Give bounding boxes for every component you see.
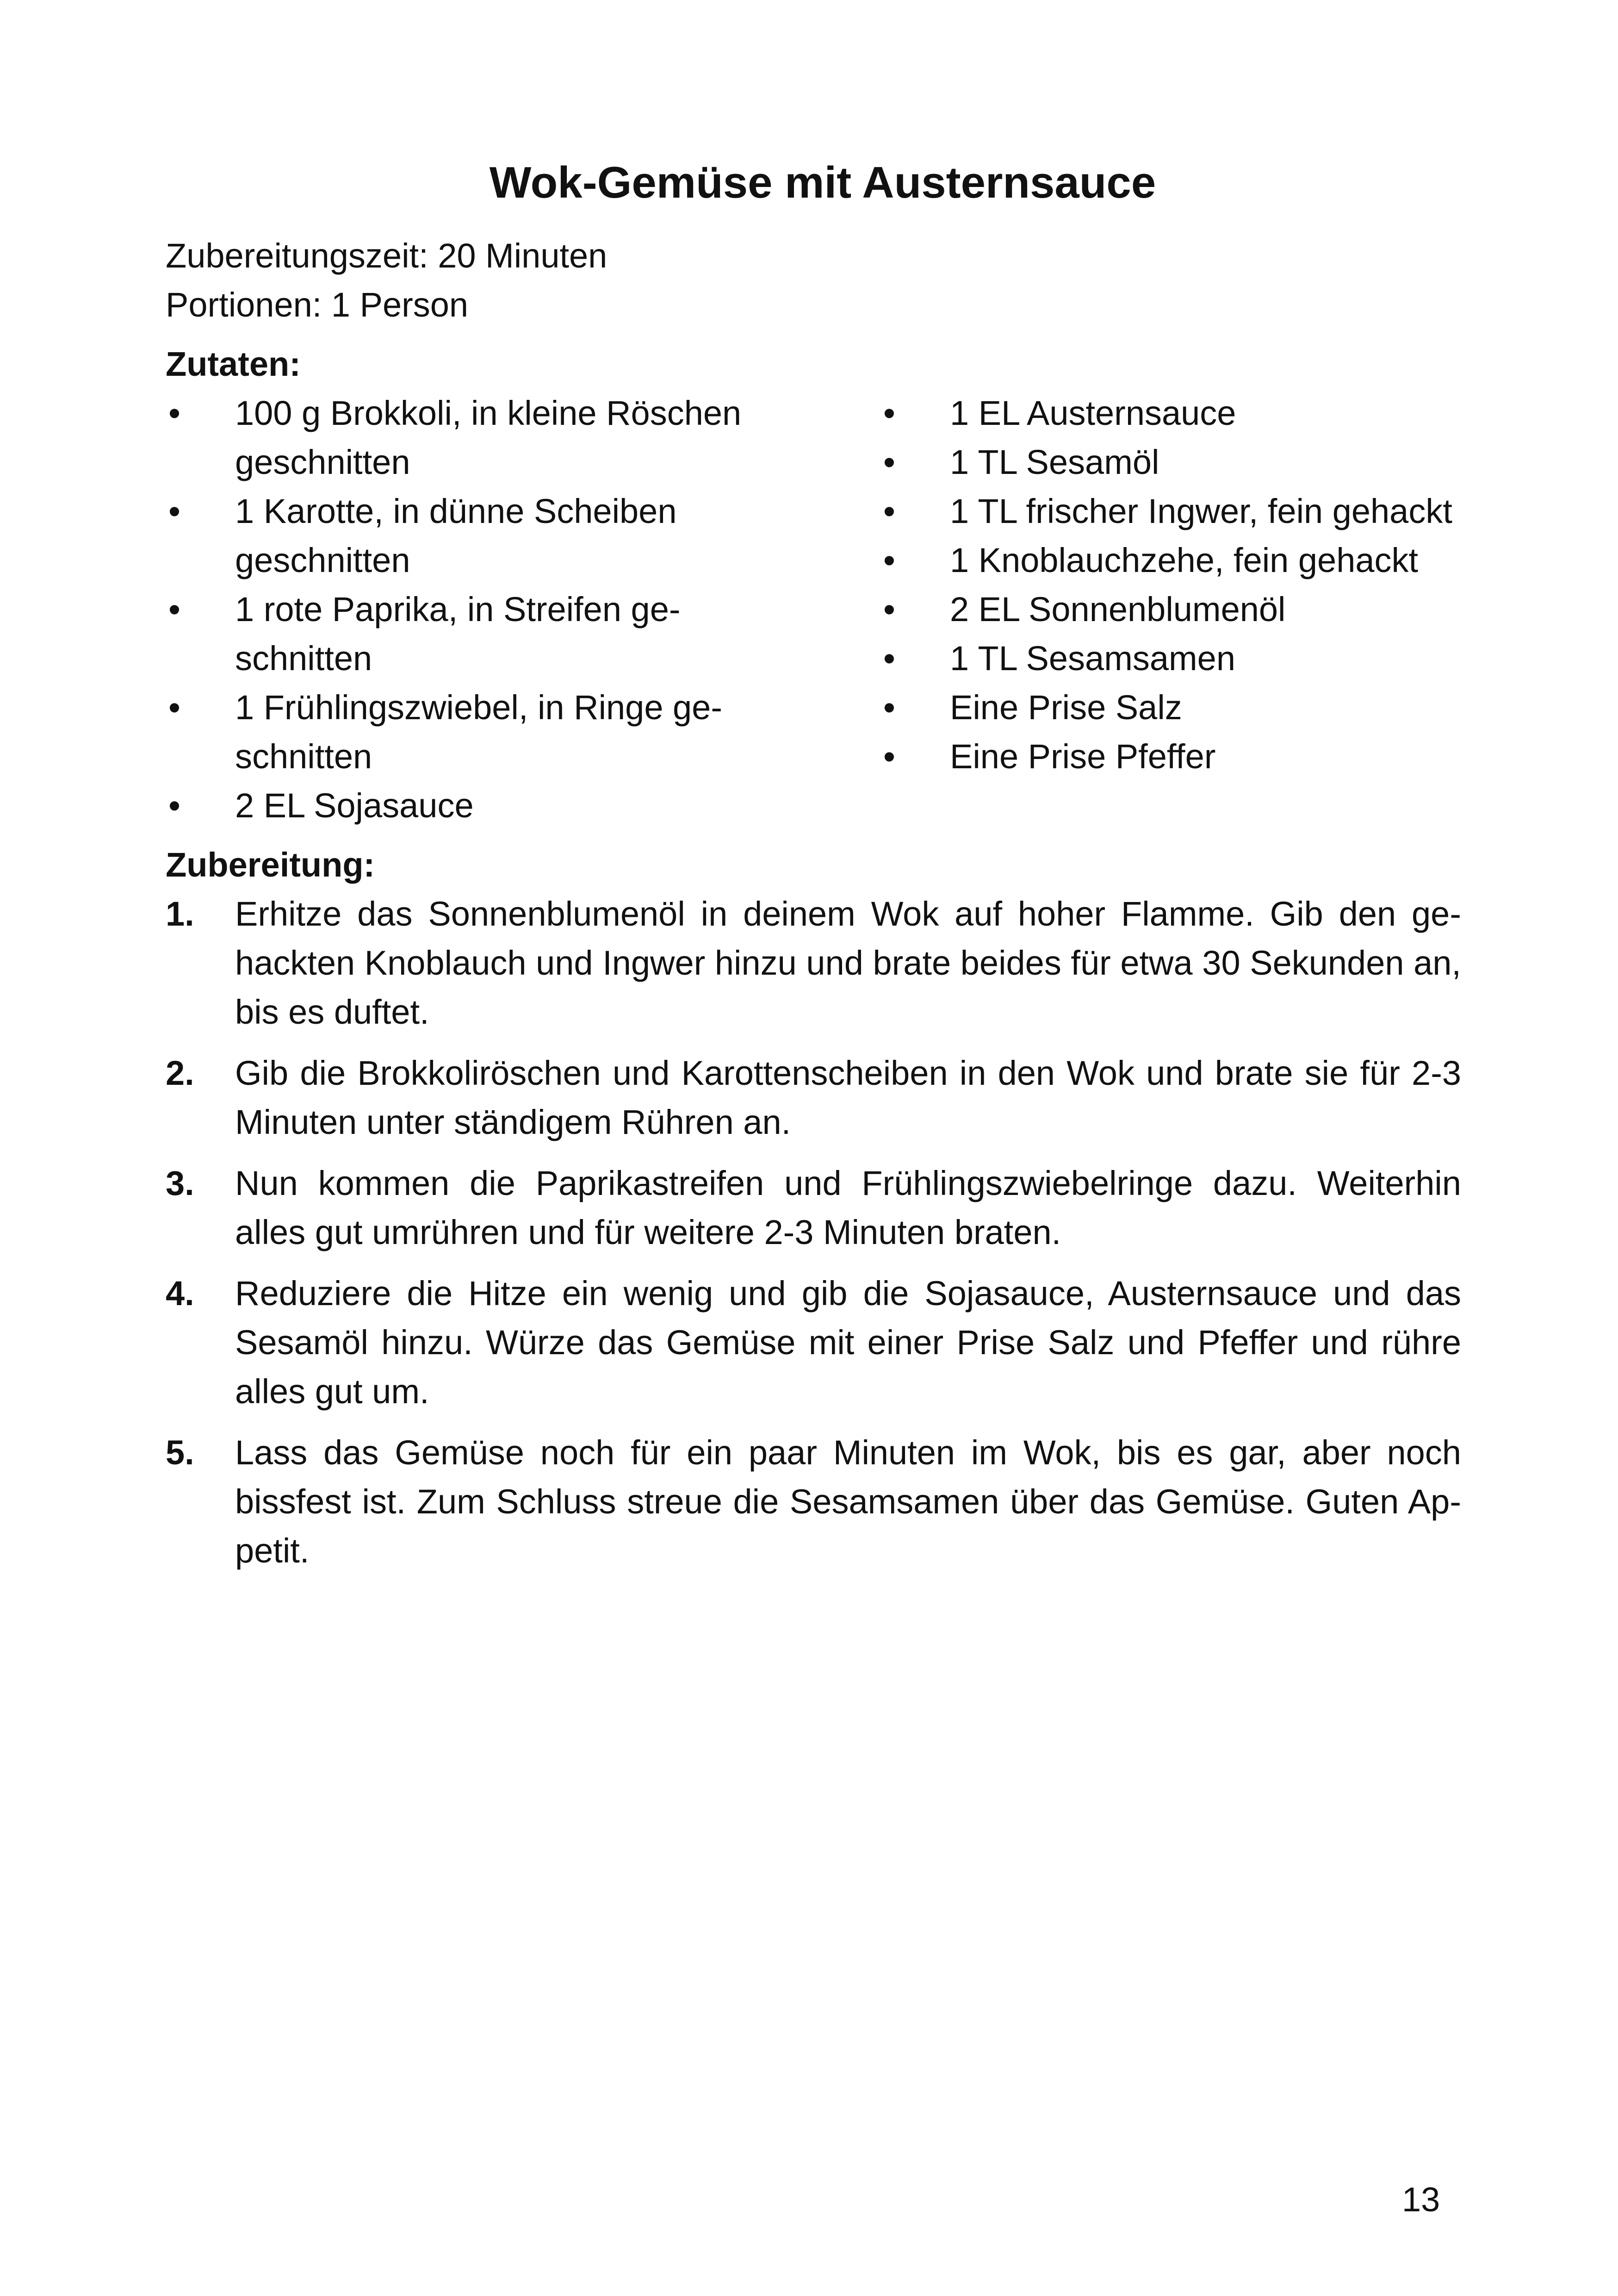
step-number: 2. xyxy=(166,1054,194,1092)
ingredients-column-right xyxy=(880,389,1461,830)
step-number: 5. xyxy=(166,1433,194,1472)
step-item xyxy=(166,890,1461,1037)
ingredient-text: 1 rote Paprika, in Streifen geschnitten xyxy=(235,590,681,678)
ingredient-item xyxy=(880,536,1461,585)
step-text: Nun kommen die Paprikastreifen und Frühlingszwiebelringe dazu. Weiterhin alles gut umrühren und für weitere 2-3 Minuten braten. xyxy=(235,1164,1461,1251)
bullet-icon: • xyxy=(883,639,895,678)
bullet-icon: • xyxy=(168,590,180,628)
ingredient-text: Eine Prise Pfeffer xyxy=(950,737,1216,776)
ingredient-text: 1 TL Sesamöl xyxy=(950,443,1159,481)
ingredient-item xyxy=(166,781,880,830)
preparation-heading: Zubereitung: xyxy=(166,846,375,884)
ingredient-item xyxy=(880,634,1461,683)
bullet-icon: • xyxy=(168,688,180,727)
step-text: Lass das Gemüse noch für ein paar Minuten im Wok, bis es gar, aber noch bissfest ist. Zum Schluss streue die Sesamsamen über das Gemüse. Guten Appetit. xyxy=(235,1433,1461,1570)
step-text: Erhitze das Sonnenblumenöl in deinem Wok auf hoher Flamme. Gib den gehackten Knoblauch und Ingwer hinzu und brate beides für etwa 30 Sekunden an, bis es duftet. xyxy=(235,895,1461,1031)
ingredient-text: Eine Prise Salz xyxy=(950,688,1182,727)
step-item xyxy=(166,1159,1461,1257)
bullet-icon: • xyxy=(168,492,180,530)
ingredient-text: 1 TL Sesamsamen xyxy=(950,639,1235,678)
ingredient-item xyxy=(166,487,880,585)
ingredient-text: 1 TL frischer Ingwer, fein gehackt xyxy=(950,492,1452,530)
ingredient-item xyxy=(166,585,880,683)
step-item xyxy=(166,1428,1461,1575)
bullet-icon: • xyxy=(883,737,895,776)
ingredient-item xyxy=(880,438,1461,487)
ingredient-item xyxy=(880,389,1461,438)
ingredient-text: 1 Frühlingszwiebel, in Ringe geschnitten xyxy=(235,688,722,776)
ingredient-item xyxy=(166,389,880,487)
ingredient-item xyxy=(880,585,1461,634)
ingredient-text: 100 g Brokkoli, in kleine Röschen geschnitten xyxy=(235,394,742,481)
ingredients-column-left xyxy=(166,389,880,830)
ingredient-text: 1 Karotte, in dünne Scheiben geschnitten xyxy=(235,492,677,579)
step-item xyxy=(166,1269,1461,1416)
step-item xyxy=(166,1049,1461,1147)
bullet-icon: • xyxy=(883,688,895,727)
ingredient-item xyxy=(880,683,1461,732)
bullet-icon: • xyxy=(883,394,895,432)
ingredient-text: 2 EL Sojasauce xyxy=(235,786,474,825)
servings: Portionen: 1 Person xyxy=(166,286,469,324)
step-number: 3. xyxy=(166,1164,194,1202)
step-text: Reduziere die Hitze ein wenig und gib die Sojasauce, Austernsauce und das Sesamöl hinzu. Würze das Gemüse mit einer Prise Salz und Pfeffer und rühre alles gut um. xyxy=(235,1274,1461,1411)
recipe-page xyxy=(166,153,1461,1587)
ingredient-item xyxy=(880,732,1461,781)
prep-time: Zubereitungszeit: 20 Minuten xyxy=(166,236,608,275)
bullet-icon: • xyxy=(883,492,895,530)
ingredients-heading: Zutaten: xyxy=(166,345,301,383)
ingredient-item xyxy=(880,487,1461,536)
preparation-steps xyxy=(166,890,1461,1575)
bullet-icon: • xyxy=(883,443,895,481)
step-text: Gib die Brokkoliröschen und Karottenscheiben in den Wok und brate sie für 2-3 Minuten unter ständigem Rühren an. xyxy=(235,1054,1461,1141)
ingredient-item xyxy=(166,683,880,781)
ingredient-text: 1 EL Austernsauce xyxy=(950,394,1236,432)
ingredient-text: 1 Knoblauchzehe, fein gehackt xyxy=(950,541,1419,579)
bullet-icon: • xyxy=(883,541,895,579)
ingredient-text: 2 EL Sonnenblumenöl xyxy=(950,590,1286,628)
bullet-icon: • xyxy=(168,786,180,825)
step-number: 4. xyxy=(166,1274,194,1313)
page-number: 13 xyxy=(1402,2180,1440,2219)
ingredients-list xyxy=(166,389,1461,830)
bullet-icon: • xyxy=(883,590,895,628)
recipe-title: Wok-Gemüse mit Austernsauce xyxy=(489,158,1156,207)
step-number: 1. xyxy=(166,895,194,933)
bullet-icon: • xyxy=(168,394,180,432)
